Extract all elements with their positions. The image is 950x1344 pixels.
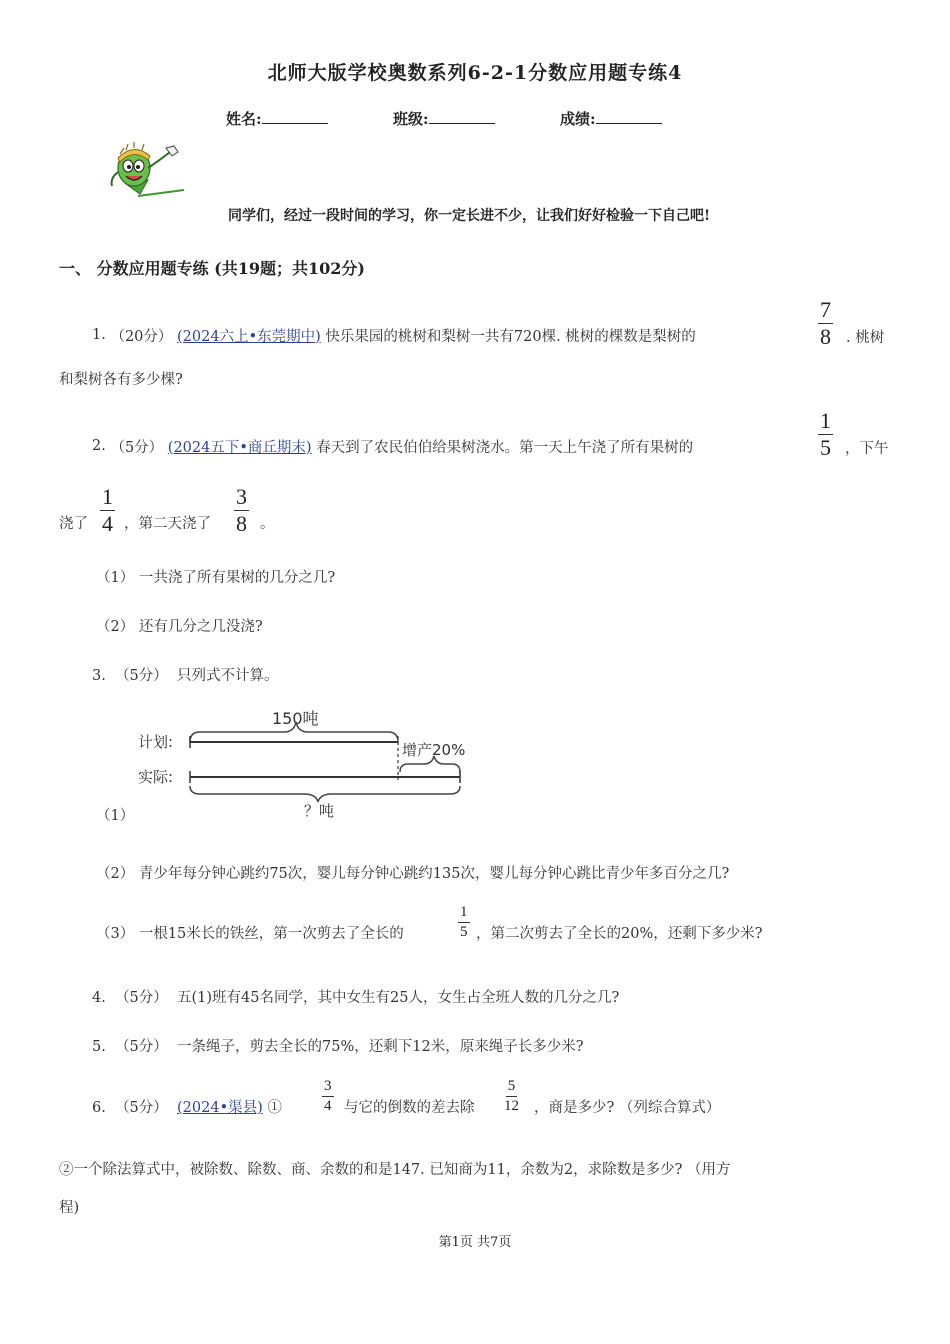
q6-part-2-cont: 程) <box>59 1200 80 1216</box>
q2-fraction-3: $\frac{3}{8}$ <box>236 484 247 536</box>
diagram-bottom-label: ？吨 <box>304 802 335 820</box>
q2-sub-1: （1） 一共浇了所有果树的几分之几? <box>96 570 336 586</box>
q6-fraction-2: $\frac{5}{12}$ <box>504 1078 519 1114</box>
q5-text: 一条绳子，剪去全长的75%，还剩下12米，原来绳子长多少米? <box>177 1039 584 1055</box>
q4-number: 4. <box>92 990 106 1006</box>
score-field <box>560 108 662 129</box>
question-5 <box>92 1035 583 1056</box>
q2-text-b: ，下午 <box>845 441 889 457</box>
q3-sub-3: （3） 一根15米长的铁丝，第一次剪去了全长的 <box>96 926 404 942</box>
pencil-mascot-icon <box>104 138 190 200</box>
q6-number: 6. <box>92 1100 106 1116</box>
q6-fraction-1: $\frac{3}{4}$ <box>324 1078 332 1114</box>
q6-points: （5分） <box>115 1100 168 1116</box>
name-blank <box>262 108 328 124</box>
q2-number: 2. <box>92 438 106 454</box>
q2-fraction-1: $\frac{1}{5}$ <box>820 408 831 460</box>
q1-text: 快乐果园的桃树和梨树一共有720棵. 桃树的棵数是梨树的 <box>325 328 696 345</box>
page-footer: 第1页 共7页 <box>438 1235 512 1250</box>
question-1 <box>92 318 696 352</box>
class-label: 班级: <box>393 110 429 128</box>
class-blank <box>429 108 495 124</box>
q2-points: （5分） <box>110 439 164 456</box>
page-title: 北师大版学校奥数系列6-2-1分数应用题专练4 <box>267 62 683 84</box>
q3-text: 只列式不计算。 <box>177 668 279 684</box>
q6-text-c: ，商是多少? （列综合算式） <box>534 1100 721 1116</box>
name-field <box>226 108 328 129</box>
question-4 <box>92 986 619 1007</box>
q3-sub-3-fraction: $\frac{1}{5}$ <box>460 904 468 940</box>
q1-text-end: . 桃树 <box>846 330 885 346</box>
q6-source-link[interactable]: (2024•渠县) <box>177 1100 263 1116</box>
diagram-top-label: 150吨 <box>272 709 319 728</box>
q3-sub-2: （2） 青少年每分钟心跳约75次，婴儿每分钟心跳约135次，婴儿每分钟心跳比青少年多百分之几? <box>96 866 730 882</box>
diagram-actual-label: 实际: <box>138 768 174 786</box>
q4-points: （5分） <box>115 990 168 1006</box>
q2-fraction-2: $\frac{1}{4}$ <box>102 484 113 536</box>
name-label: 姓名: <box>226 110 262 128</box>
q2-text-d: ，第二天浇了 <box>124 516 211 532</box>
q3-points: （5分） <box>115 668 168 684</box>
section-heading: 一、 分数应用题专练 (共19题；共102分) <box>59 259 365 278</box>
diagram-increase-label: 增产20% <box>402 741 466 759</box>
score-label: 成绩: <box>560 110 596 128</box>
q1-text-cont: 和梨树各有多少棵? <box>59 372 183 388</box>
q1-source-link[interactable]: (2024六上•东莞期中) <box>177 328 321 345</box>
q6-text-b: 与它的倒数的差去除 <box>344 1100 475 1116</box>
q1-points: （20分） <box>110 328 173 345</box>
q2-text-e: 。 <box>260 516 275 532</box>
q3-sub-3-end: ，第二次剪去了全长的20%，还剩下多少米? <box>476 926 763 942</box>
q2-text: 春天到了农民伯伯给果树浇水。第一天上午浇了所有果树的 <box>316 439 694 456</box>
q4-text: 五(1)班有45名同学，其中女生有25人，女生占全班人数的几分之几? <box>177 990 620 1006</box>
question-3 <box>92 664 279 685</box>
question-2 <box>92 429 693 463</box>
q6-part-2: ②一个除法算式中，被除数、除数、商、余数的和是147. 已知商为11，余数为2，求除数是多少? （用方 <box>59 1162 731 1178</box>
q2-text-c: 浇了 <box>59 516 88 532</box>
q5-points: （5分） <box>115 1039 168 1055</box>
q1-number: 1. <box>92 327 106 343</box>
q1-fraction: $\frac{7}{8}$ <box>820 297 831 349</box>
q5-number: 5. <box>92 1039 106 1055</box>
diagram-plan-label: 计划: <box>138 733 174 751</box>
q2-source-link[interactable]: (2024五下•商丘期末) <box>167 439 312 456</box>
greeting-text: 同学们，经过一段时间的学习，你一定长进不少，让我们好好检验一下自己吧! <box>228 208 711 224</box>
score-blank <box>596 108 662 124</box>
q2-sub-2: （2） 还有几分之几没浇? <box>96 619 263 635</box>
class-field <box>393 108 495 129</box>
q6-circle-1: ① <box>267 1100 282 1116</box>
line-segment-diagram <box>134 700 474 824</box>
q3-number: 3. <box>92 668 106 684</box>
question-6 <box>92 1096 282 1117</box>
q3-sub-1: （1） <box>96 808 135 824</box>
